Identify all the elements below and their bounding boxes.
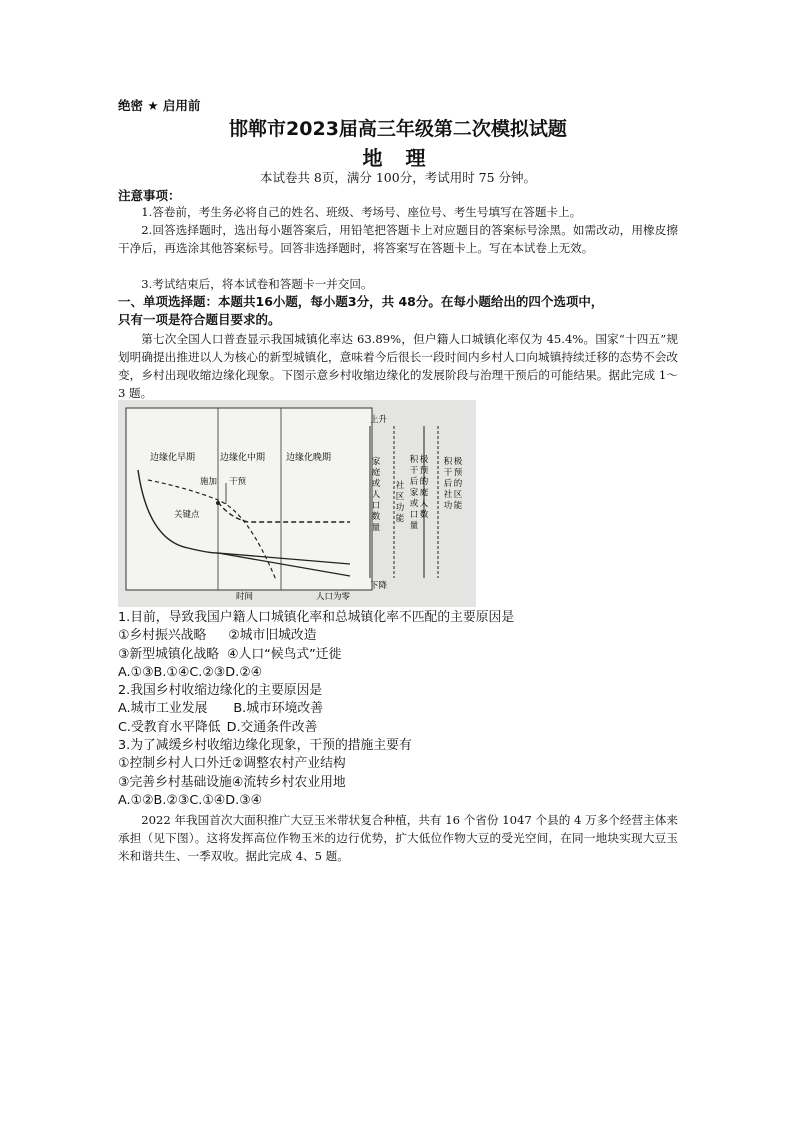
svg-text:家: 家 bbox=[371, 457, 381, 467]
notice-item-2: 2.回答选择题时，选出每小题答案后，用铅笔把答题卡上对应题目的答案标号涂黑。如需改动，用橡皮擦干净后，再选涂其他答案标号。回答非选择题时，将答案写在答题卡上。写在本试卷上无效。 bbox=[118, 223, 678, 255]
svg-text:后: 后 bbox=[409, 477, 419, 487]
section-heading-line2: 只有一项是符合题目要求的。 bbox=[118, 312, 281, 327]
notice-heading: 注意事项： bbox=[118, 188, 181, 203]
question-3 bbox=[118, 737, 678, 811]
svg-text:数: 数 bbox=[419, 510, 429, 520]
q2-opt-b: B.城市环境改善 bbox=[233, 701, 324, 717]
svg-text:社: 社 bbox=[395, 481, 405, 491]
svg-text:口: 口 bbox=[371, 501, 381, 511]
passage-1: 第七次全国人口普查显示我国城镇化率达 63.89%，但户籍人口城镇化率仅为 45.4%。国家“十四五”规划明确提出推进以人为核心的新型城镇化，意味着今后很长一段时间内乡村人口向城镇持续迁移的态势不会改变，乡村出现收缩边缘化现象。下图示意乡村收缩边缘化的发展阶段与治理干预后的可能结果。据此完成 1～3 题。 bbox=[118, 332, 678, 400]
q1-choices: A.①③B.①④C.②③D.②④ bbox=[118, 665, 263, 681]
q1-opt2: ②城市旧城改造 bbox=[228, 628, 317, 644]
svg-text:口: 口 bbox=[409, 510, 419, 520]
exam-info: 本试卷共 8页，满分 100分，考试用时 75 分钟。 bbox=[259, 170, 537, 185]
svg-text:极: 极 bbox=[453, 457, 463, 467]
notice-item-1: 1.答卷前，考生务必将自己的姓名、班级、考场号、座位号、考生号填写在答题卡上。 bbox=[141, 205, 582, 219]
svg-text:人: 人 bbox=[371, 490, 381, 500]
svg-text:能: 能 bbox=[453, 501, 463, 511]
svg-text:预: 预 bbox=[453, 468, 463, 478]
svg-text:庭: 庭 bbox=[371, 468, 381, 478]
intervention-label: 施加 bbox=[200, 477, 218, 487]
q2-options-row2 bbox=[118, 719, 678, 737]
col1-text bbox=[372, 456, 381, 533]
q2-opt-c: C.受教育水平降低 bbox=[118, 719, 221, 735]
q1-stem: 1.目前，导致我国户籍人口城镇化率和总城镇化率不匹配的主要原因是 bbox=[118, 610, 515, 625]
keypoint-label: 关键点 bbox=[174, 510, 200, 520]
svg-text:数: 数 bbox=[371, 512, 381, 522]
q3-choices: A.①②B.②③C.①④D.③④ bbox=[118, 793, 263, 809]
q2-options-row1 bbox=[118, 700, 678, 718]
q3-opt4: ④流转乡村农业用地 bbox=[231, 774, 346, 790]
q2-opt-a: A.城市工业发展 bbox=[118, 701, 208, 717]
figure-rural-marginalization bbox=[118, 400, 476, 607]
q1-options-row1 bbox=[118, 627, 678, 645]
q1-opt1: ①乡村振兴战略 bbox=[118, 628, 207, 644]
q3-opt3: ③完善乡村基础设施 bbox=[118, 774, 232, 790]
svg-text:的: 的 bbox=[419, 477, 429, 487]
col3-text bbox=[410, 454, 429, 531]
stage-late-label: 边缘化晚期 bbox=[286, 453, 332, 463]
passage-2: 2022 年我国首次大面积推广大豆玉米带状复合种植，共有 16 个省份 1047 个县的 4 万多个经营主体来承担（见下图）。这将发挥高位作物玉米的边行优势，扩大低位作物大豆的受光空间，在同一地块实现大豆玉米和谐共生、一季双收。据此完成 4、5 题。 bbox=[118, 813, 678, 863]
section-heading-line1: 一、单项选择题：本题共16小题，每小题3分，共 48分。在每小题给出的四个选项中， bbox=[118, 294, 604, 309]
intervention-label-2: 干预 bbox=[229, 477, 247, 487]
notice-item-3: 3.考试结束后，将本试卷和答题卡一并交回。 bbox=[141, 277, 373, 291]
zero-label: 人口为零 bbox=[316, 592, 351, 602]
col2-text bbox=[396, 480, 405, 524]
q2-stem: 2.我国乡村收缩边缘化的主要原因是 bbox=[118, 683, 323, 698]
q1-opt3: ③新型城镇化战略 bbox=[118, 646, 220, 662]
q1-opt4: ④人口“候鸟式”迁徙 bbox=[227, 646, 342, 662]
fall-label: 下降 bbox=[370, 581, 388, 591]
svg-text:极: 极 bbox=[419, 455, 429, 465]
figure-svg bbox=[118, 400, 476, 607]
svg-text:积: 积 bbox=[443, 457, 453, 467]
q3-options-row2 bbox=[118, 774, 678, 792]
svg-text:或: 或 bbox=[409, 499, 419, 509]
svg-text:区: 区 bbox=[453, 490, 463, 500]
svg-text:的: 的 bbox=[453, 479, 463, 489]
svg-text:区: 区 bbox=[395, 492, 405, 502]
svg-text:人: 人 bbox=[419, 499, 429, 509]
q3-opt2: ②调整农村产业结构 bbox=[231, 756, 346, 772]
secret-label: 绝密 ★ 启用前 bbox=[118, 98, 201, 113]
col4-text bbox=[444, 456, 463, 511]
rise-label: 上升 bbox=[370, 415, 388, 425]
svg-text:量: 量 bbox=[371, 523, 381, 533]
exam-title: 邯郸市2023届高三年级第二次模拟试题 bbox=[229, 118, 567, 140]
stage-early-label: 边缘化早期 bbox=[150, 453, 196, 463]
q3-opt1: ①控制乡村人口外迁 bbox=[118, 756, 232, 772]
svg-text:预: 预 bbox=[419, 466, 429, 476]
svg-text:社: 社 bbox=[443, 490, 453, 500]
svg-text:干: 干 bbox=[443, 468, 453, 478]
question-2 bbox=[118, 682, 678, 737]
svg-text:或: 或 bbox=[371, 479, 381, 489]
svg-text:庭: 庭 bbox=[419, 488, 429, 498]
svg-text:积: 积 bbox=[409, 455, 419, 465]
svg-text:后: 后 bbox=[443, 479, 453, 489]
svg-text:功: 功 bbox=[443, 501, 453, 511]
keypoint-marker bbox=[216, 501, 220, 505]
q3-options-row1 bbox=[118, 755, 678, 773]
section-heading bbox=[118, 293, 678, 329]
q3-stem: 3.为了减缓乡村收缩边缘化现象，干预的措施主要有 bbox=[118, 738, 412, 753]
question-1 bbox=[118, 609, 678, 683]
q1-options-row2 bbox=[118, 646, 678, 664]
subject-title: 地 理 bbox=[362, 146, 434, 170]
stage-mid-label: 边缘化中期 bbox=[220, 453, 266, 463]
svg-text:家: 家 bbox=[409, 488, 419, 498]
svg-text:干: 干 bbox=[409, 466, 419, 476]
q2-opt-d: D.交通条件改善 bbox=[226, 719, 318, 735]
svg-text:功: 功 bbox=[395, 503, 405, 513]
svg-text:能: 能 bbox=[395, 514, 405, 524]
x-axis-label: 时间 bbox=[236, 592, 254, 602]
svg-text:量: 量 bbox=[409, 521, 419, 531]
